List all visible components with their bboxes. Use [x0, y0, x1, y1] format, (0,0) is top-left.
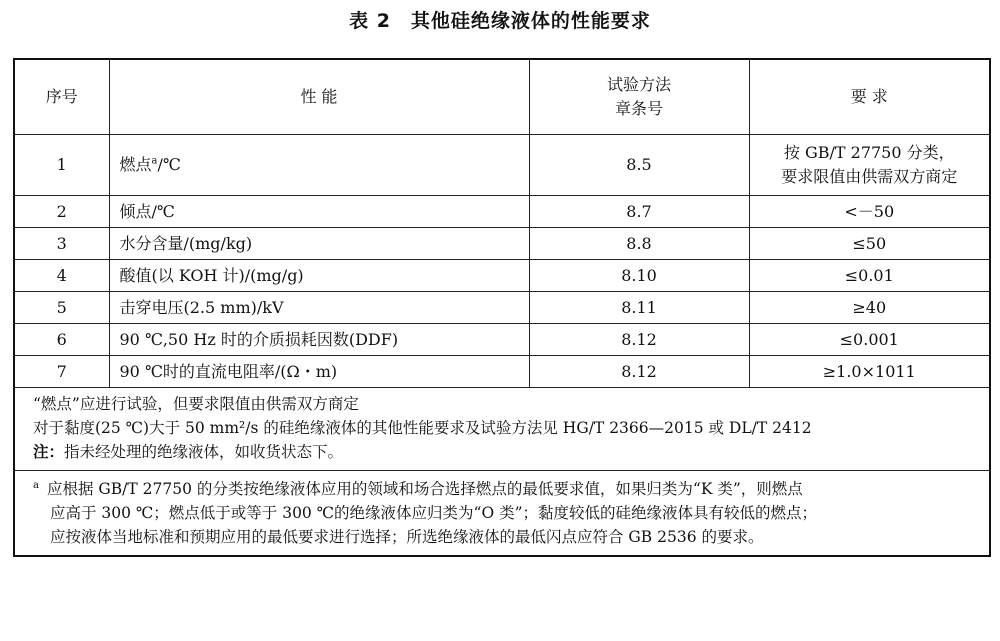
cell-method: 8.12 [529, 324, 749, 356]
cell-method: 8.10 [529, 260, 749, 292]
footnote-text-1: 应根据 GB/T 27750 的分类按绝缘液体应用的领域和场合选择燃点的最低要求值，如果归类为“K 类”，则燃点 [46, 480, 803, 498]
req-line1: 按 GB/T 27750 分类， [783, 143, 955, 162]
footnote-line-2: 应高于 300 ℃；燃点低于或等于 300 ℃的绝缘液体应归类为“O 类”；黏度较低的硅绝缘液体具有较低的燃点； [50, 504, 818, 522]
footnote-line-3: 应按液体当地标准和预期应用的最低要求进行选择；所选绝缘液体的最低闪点应符合 GB 2536 的要求。 [50, 528, 764, 546]
properties-table [13, 58, 991, 557]
note-line-1: “燃点”应进行试验，但要求限值由供需双方商定 [33, 395, 359, 413]
footnote-row [14, 471, 990, 557]
note-line-3 [33, 440, 979, 464]
cell-no: 4 [14, 260, 109, 292]
cell-no: 1 [14, 135, 109, 196]
cell-method: 8.7 [529, 196, 749, 228]
cell-property [109, 135, 529, 196]
table-row [14, 135, 990, 196]
cell-no: 6 [14, 324, 109, 356]
note-label: 注： [33, 442, 65, 461]
cell-property: 90 ℃,50 Hz 时的介质损耗因数(DDF) [109, 324, 529, 356]
footnote-cell [14, 471, 990, 557]
cell-no: 3 [14, 228, 109, 260]
cell-requirement: ≥40 [749, 292, 990, 324]
table-row [14, 196, 990, 228]
header-method-line1: 试验方法 [606, 75, 671, 94]
cell-requirement [749, 135, 990, 196]
footnote-marker: a [33, 479, 39, 491]
table-row [14, 324, 990, 356]
header-no: 序号 [14, 59, 109, 135]
footnote-ref: a [151, 155, 158, 167]
header-method-line2: 章条号 [614, 99, 663, 118]
cell-requirement: ≤50 [749, 228, 990, 260]
property-text: 燃点 [119, 155, 152, 174]
table-title: 表 2 其他硅绝缘液体的性能要求 [349, 10, 651, 32]
note-text: 指未经处理的绝缘液体，如收货状态下。 [64, 443, 344, 461]
cell-requirement: ≥1.0×1011 [749, 356, 990, 388]
req-line2: 要求限值由供需双方商定 [781, 167, 958, 186]
cell-no: 7 [14, 356, 109, 388]
table-header-row [14, 59, 990, 135]
cell-no: 5 [14, 292, 109, 324]
cell-property: 酸值(以 KOH 计)/(mg/g) [109, 260, 529, 292]
table-row [14, 292, 990, 324]
cell-requirement: <－50 [749, 196, 990, 228]
table-row [14, 260, 990, 292]
header-property: 性 能 [109, 59, 529, 135]
notes-cell [14, 388, 990, 471]
table-row [14, 228, 990, 260]
cell-property: 水分含量/(mg/kg) [109, 228, 529, 260]
header-method [529, 59, 749, 135]
cell-no: 2 [14, 196, 109, 228]
cell-requirement: ≤0.01 [749, 260, 990, 292]
cell-requirement: ≤0.001 [749, 324, 990, 356]
cell-method: 8.11 [529, 292, 749, 324]
cell-method: 8.8 [529, 228, 749, 260]
cell-property: 倾点/℃ [109, 196, 529, 228]
notes-row [14, 388, 990, 471]
table-row [14, 356, 990, 388]
cell-property: 击穿电压(2.5 mm)/kV [109, 292, 529, 324]
cell-property: 90 ℃时的直流电阻率/(Ω・m) [109, 356, 529, 388]
property-unit: /℃ [157, 155, 181, 174]
footnote-line-1 [33, 477, 979, 501]
note-line-2: 对于黏度(25 ℃)大于 50 mm²/s 的硅绝缘液体的其他性能要求及试验方法见 HG/T 2366—2015 或 DL/T 2412 [33, 419, 812, 437]
header-requirement: 要 求 [749, 59, 990, 135]
cell-method: 8.5 [529, 135, 749, 196]
cell-method: 8.12 [529, 356, 749, 388]
